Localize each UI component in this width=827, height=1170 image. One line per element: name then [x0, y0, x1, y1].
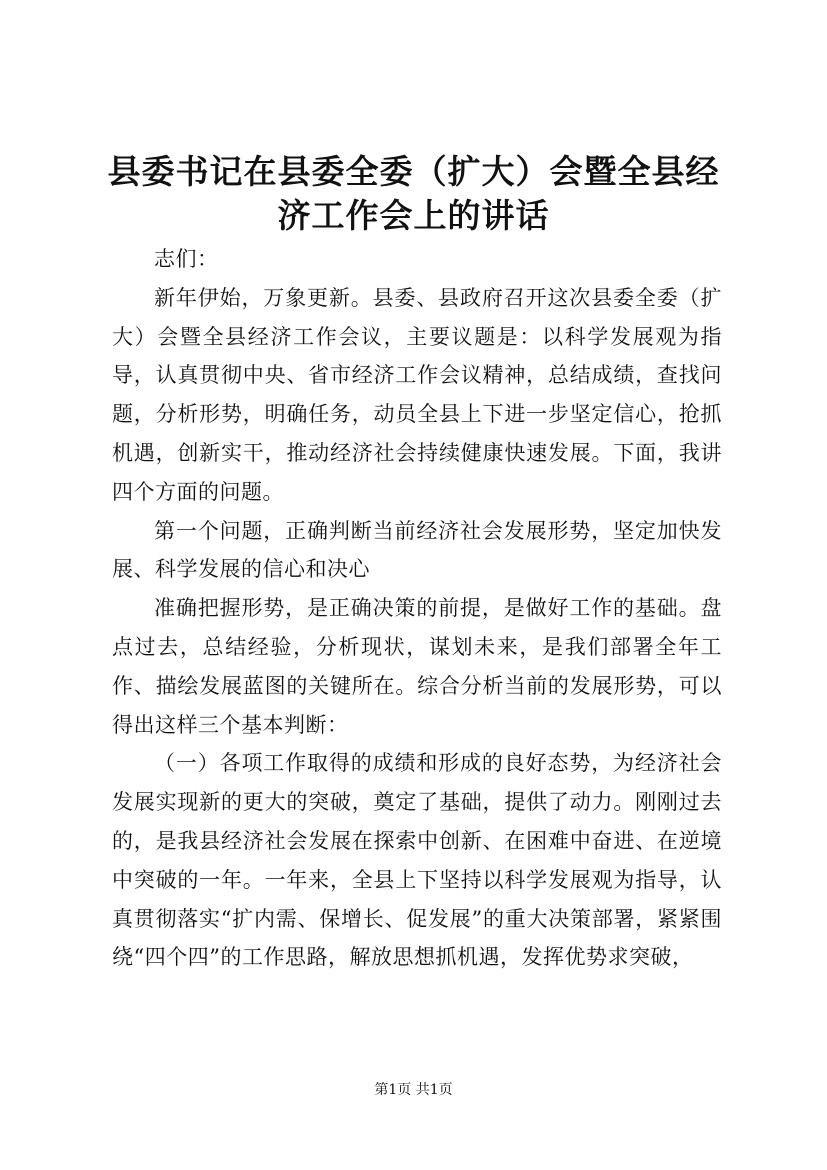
paragraph-intro: 新年伊始，万象更新。县委、县政府召开这次县委全委（扩大）会暨全县经济工作会议，主要议题是：以科学发展观为指导，认真贯彻中央、省市经济工作会议精神，总结成绩，查找问题，分析形势，明确任务，动员全县上下进一步坚定信心，抢抓机遇，创新实干，推动经济社会持续健康快速发展。下面，我讲四个方面的问题。	[112, 285, 722, 504]
paragraph-situation: 准确把握形势，是正确决策的前提，是做好工作的基础。盘点过去，总结经验，分析现状，谋划未来，是我们部署全年工作、描绘发展蓝图的关键所在。综合分析当前的发展形势，可以得出这样三个基本判断：	[112, 596, 722, 737]
paragraph-judgment-1: （一）各项工作取得的成绩和形成的良好态势，为经济社会发展实现新的更大的突破，奠定了基础，提供了动力。刚刚过去的，是我县经济社会发展在探索中创新、在困难中奋进、在逆境中突破的一年。一年来，全县上下坚持以科学发展观为指导，认真贯彻落实“扩内需、保增长、促发展”的重大决策部署，紧紧围绕“四个四”的工作思路，解放思想抓机遇，发挥优势求突破，	[112, 751, 722, 970]
salutation: 志们：	[154, 247, 219, 271]
document-body	[112, 240, 722, 977]
document-title: 县委书记在县委全委（扩大）会暨全县经济工作会上的讲话	[107, 152, 720, 235]
page-footer: 第1页 共1页	[374, 1082, 453, 1098]
section-heading-1: 第一个问题，正确判断当前经济社会发展形势，坚定加快发展、科学发展的信心和决心	[112, 518, 722, 582]
